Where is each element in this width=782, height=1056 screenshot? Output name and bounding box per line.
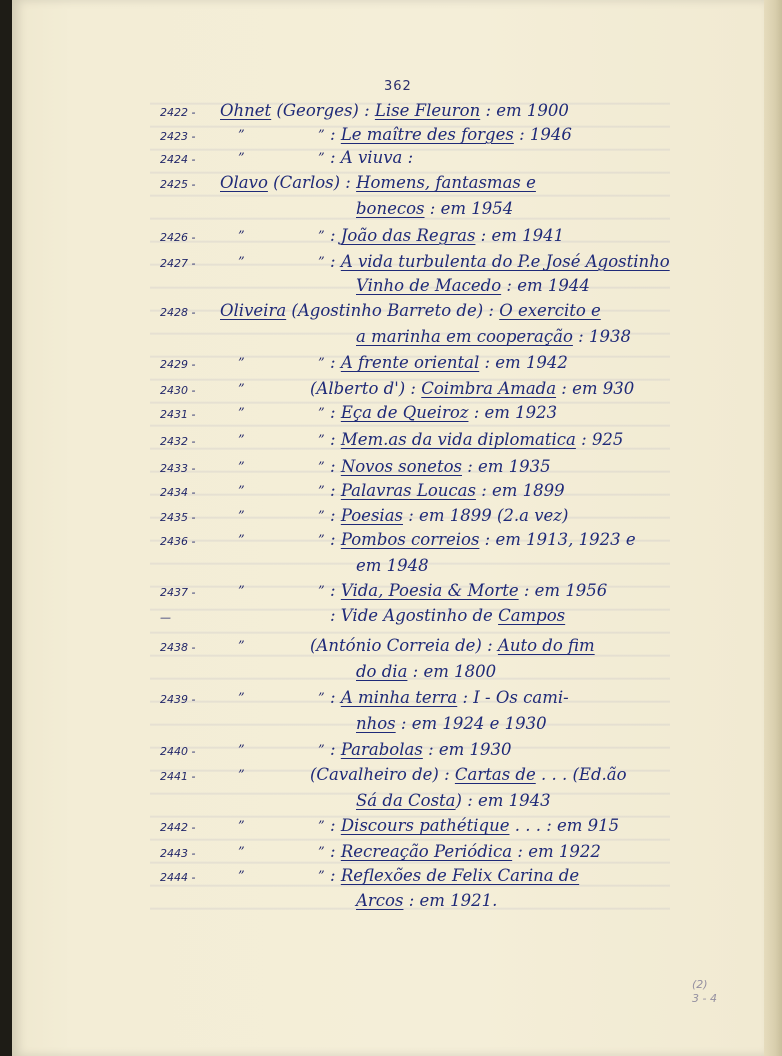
publication-year: : 1946 [513, 125, 572, 144]
catalog-entry [0, 252, 782, 276]
catalog-entry [0, 173, 782, 197]
work-title: João das Regras [340, 226, 476, 245]
entry-detail: (Georges) : [271, 101, 375, 120]
entry-text [330, 457, 551, 476]
entry-text [330, 688, 569, 707]
work-title: Lise Fleuron [374, 101, 481, 120]
catalog-entry [0, 226, 782, 250]
work-title: Sá da Costa [356, 791, 456, 810]
entry-number: 2443 - [160, 847, 196, 860]
page-number: 362 [384, 79, 412, 94]
entry-detail: em 1948 [356, 556, 429, 575]
entry-detail: : [330, 506, 341, 525]
work-title: O exercito e [499, 301, 601, 320]
entry-number: 2426 - [160, 231, 196, 244]
work-title: A frente oriental [340, 353, 480, 372]
publication-year: : em 1956 [518, 581, 608, 600]
entry-text [220, 173, 536, 192]
entry-text [220, 301, 601, 320]
publication-year: : 1938 [572, 327, 631, 346]
entry-continuation-line [0, 199, 782, 223]
ditto-mark: ” [318, 509, 325, 524]
corner-note-line-1: (2) [692, 978, 708, 991]
entry-detail: (Carlos) : [267, 173, 357, 192]
entry-text [310, 379, 634, 398]
publication-year: : em 1900 [480, 101, 569, 120]
publication-year: : em 1922 [512, 842, 601, 861]
entry-continuation-line [0, 791, 782, 815]
catalog-entry [0, 430, 782, 454]
publication-year: : em 1800 [407, 662, 497, 681]
entry-detail: : [330, 816, 341, 835]
ditto-mark: ” [318, 484, 325, 499]
publication-year: : em 930 [556, 379, 635, 398]
work-title: A vida turbulenta do P.e José Agostinho [340, 252, 670, 271]
ditto-mark: ” [238, 128, 245, 143]
entry-text [330, 581, 607, 600]
publication-year: : I - Os cami- [457, 688, 569, 707]
work-title: nhos [356, 714, 396, 733]
ditto-mark: ” [238, 382, 245, 397]
entry-text [356, 662, 496, 681]
publication-year: : em 1944 [501, 276, 590, 295]
work-title: Pombos correios [340, 530, 480, 549]
catalog-entry [0, 506, 782, 530]
entry-number: 2436 - [160, 535, 196, 548]
entry-detail: : [330, 581, 341, 600]
catalog-entry [0, 636, 782, 660]
author-surname: Olavo [220, 173, 268, 192]
entry-text [356, 556, 429, 575]
entry-detail: : [330, 252, 341, 271]
entry-number: 2423 - [160, 130, 196, 143]
work-title: Le maître des forges [340, 125, 514, 144]
entry-continuation-line [0, 891, 782, 915]
publication-year: : 925 [575, 430, 624, 449]
ditto-mark: ” [238, 845, 245, 860]
ditto-mark: ” [318, 255, 325, 270]
publication-year: : em 1899 [475, 481, 565, 500]
catalog-entry [0, 301, 782, 325]
author-surname: Ohnet [220, 101, 272, 120]
entry-number: 2439 - [160, 693, 196, 706]
catalog-entry [0, 606, 782, 630]
ditto-mark: ” [238, 229, 245, 244]
entry-number: 2428 - [160, 306, 196, 319]
entry-text [310, 765, 627, 784]
work-title: Discours pathétique [340, 816, 510, 835]
entry-detail: : [330, 226, 341, 245]
entry-detail: : [330, 125, 341, 144]
ditto-mark: ” [238, 484, 245, 499]
catalog-entry [0, 481, 782, 505]
ditto-mark: ” [318, 356, 325, 371]
entry-number: 2435 - [160, 511, 196, 524]
catalog-entry [0, 765, 782, 789]
catalog-entry [0, 125, 782, 149]
ditto-mark: ” [318, 229, 325, 244]
publication-year: : em 1954 [424, 199, 514, 218]
work-title: Homens, fantasmas e [356, 173, 536, 192]
entry-number: 2442 - [160, 821, 196, 834]
publication-year: : em 1899 (2.a vez) [403, 506, 569, 525]
work-title: Auto do fim [497, 636, 595, 655]
entry-text [356, 199, 513, 218]
work-title: Poesias [340, 506, 403, 525]
entry-detail: : [330, 842, 341, 861]
entry-detail: : [330, 740, 341, 759]
ditto-mark: ” [238, 433, 245, 448]
catalog-entry [0, 866, 782, 890]
entry-number: 2422 - [160, 106, 196, 119]
entry-continuation-line [0, 276, 782, 300]
entry-text [330, 226, 564, 245]
ditto-mark: ” [318, 128, 325, 143]
entry-detail: : [330, 530, 341, 549]
publication-year: : em 1924 e 1930 [395, 714, 547, 733]
entry-detail: : [330, 866, 341, 885]
ditto-mark: ” [238, 584, 245, 599]
entry-text [330, 148, 413, 167]
entry-continuation-line [0, 662, 782, 686]
ditto-mark: ” [318, 691, 325, 706]
catalog-entry [0, 816, 782, 840]
entry-text [310, 636, 595, 655]
entry-number: 2427 - [160, 257, 196, 270]
catalog-entry [0, 379, 782, 403]
entry-detail: (António Correia de) : [310, 636, 498, 655]
entry-number: 2441 - [160, 770, 196, 783]
entry-text [330, 481, 565, 500]
entry-detail: : Vide Agostinho de [330, 606, 499, 625]
entry-text [330, 353, 568, 372]
work-title: bonecos [356, 199, 425, 218]
work-title: Novos sonetos [340, 457, 462, 476]
entry-text [356, 276, 590, 295]
publication-year: : em 1921. [403, 891, 498, 910]
entry-text [356, 327, 631, 346]
ditto-mark: ” [238, 743, 245, 758]
publication-year: . . . : em 915 [509, 816, 620, 835]
entry-text [330, 125, 572, 144]
ditto-mark: ” [238, 691, 245, 706]
work-title: do dia [356, 662, 408, 681]
entry-detail: : [330, 353, 341, 372]
entry-number: 2425 - [160, 178, 196, 191]
ditto-mark: ” [238, 639, 245, 654]
work-title: Vida, Poesia & Morte [340, 581, 519, 600]
entry-text [330, 506, 568, 525]
work-title: Mem.as da vida diplomatica [340, 430, 576, 449]
catalog-entry [0, 688, 782, 712]
ditto-mark: ” [318, 533, 325, 548]
entry-detail: : [330, 430, 341, 449]
catalog-entry [0, 403, 782, 427]
work-title: Arcos [356, 891, 404, 910]
ditto-mark: ” [318, 151, 325, 166]
publication-year: . . . (Ed.ão [535, 765, 627, 784]
entry-detail: : [330, 403, 341, 422]
publication-year: : em 1935 [461, 457, 551, 476]
work-title: Palavras Loucas [340, 481, 476, 500]
ditto-mark: ” [238, 768, 245, 783]
work-title: Cartas de [454, 765, 536, 784]
entry-number: 2438 - [160, 641, 196, 654]
catalog-entry [0, 842, 782, 866]
entry-detail: : [330, 457, 341, 476]
entry-detail: (Cavalheiro de) : [310, 765, 455, 784]
work-title: Parabolas [340, 740, 423, 759]
ditto-mark: ” [238, 255, 245, 270]
author-surname: Oliveira [220, 301, 287, 320]
catalog-entry [0, 581, 782, 605]
ditto-mark: ” [238, 869, 245, 884]
entry-continuation-line [0, 556, 782, 580]
work-title: a marinha em cooperação [356, 327, 573, 346]
ditto-mark: ” [318, 460, 325, 475]
corner-note-line-2: 3 - 4 [692, 992, 717, 1005]
ditto-mark: ” [318, 869, 325, 884]
publication-year: : em 1942 [479, 353, 568, 372]
catalog-entry [0, 148, 782, 172]
entry-text [330, 252, 670, 271]
entry-text [356, 714, 547, 733]
entry-number: 2434 - [160, 486, 196, 499]
entry-text [330, 842, 601, 861]
entry-text [330, 530, 636, 549]
entry-number: 2424 - [160, 153, 196, 166]
work-title: Reflexões de Felix Carina de [340, 866, 580, 885]
entry-number: 2429 - [160, 358, 196, 371]
entry-detail: : [330, 688, 341, 707]
ditto-mark: ” [238, 460, 245, 475]
entry-number: 2437 - [160, 586, 196, 599]
ditto-mark: ” [238, 533, 245, 548]
catalog-entry [0, 101, 782, 125]
entry-text [356, 891, 497, 910]
publication-year: : em 1913, 1923 e [479, 530, 636, 549]
entry-number: — [160, 611, 171, 624]
entry-text [330, 606, 565, 625]
entry-text [330, 740, 512, 759]
work-title: Coimbra Amada [421, 379, 557, 398]
work-title: Vinho de Macedo [356, 276, 502, 295]
entry-number: 2444 - [160, 871, 196, 884]
ditto-mark: ” [238, 819, 245, 834]
publication-year: ) : em 1943 [455, 791, 551, 810]
publication-year: : em 1923 [468, 403, 558, 422]
ditto-mark: ” [238, 406, 245, 421]
work-title: Campos [498, 606, 566, 625]
entry-text [330, 430, 623, 449]
ditto-mark: ” [318, 406, 325, 421]
entry-number: 2432 - [160, 435, 196, 448]
catalog-entry [0, 353, 782, 377]
ditto-mark: ” [318, 845, 325, 860]
ditto-mark: ” [238, 151, 245, 166]
entry-detail: : A viuva : [330, 148, 414, 167]
corner-pencil-note [692, 978, 717, 1006]
entry-detail: (Alberto d') : [310, 379, 422, 398]
ditto-mark: ” [238, 509, 245, 524]
ditto-mark: ” [318, 743, 325, 758]
ditto-mark: ” [318, 819, 325, 834]
entry-continuation-line [0, 714, 782, 738]
entry-number: 2433 - [160, 462, 196, 475]
entry-continuation-line [0, 327, 782, 351]
work-title: Recreação Periódica [340, 842, 513, 861]
entry-number: 2430 - [160, 384, 196, 397]
entry-detail: : [330, 481, 341, 500]
entry-text [356, 791, 551, 810]
publication-year: : em 1930 [422, 740, 512, 759]
entry-number: 2440 - [160, 745, 196, 758]
entry-detail: (Agostinho Barreto de) : [286, 301, 500, 320]
entry-text [330, 866, 579, 885]
catalog-entry [0, 457, 782, 481]
ditto-mark: ” [318, 584, 325, 599]
catalog-entry [0, 530, 782, 554]
entry-number: 2431 - [160, 408, 196, 421]
ditto-mark: ” [238, 356, 245, 371]
entry-text [330, 403, 557, 422]
catalog-entry [0, 740, 782, 764]
ditto-mark: ” [318, 433, 325, 448]
work-title: A minha terra [340, 688, 458, 707]
publication-year: : em 1941 [475, 226, 565, 245]
entry-text [330, 816, 619, 835]
entry-text [220, 101, 569, 120]
work-title: Eça de Queiroz [340, 403, 469, 422]
